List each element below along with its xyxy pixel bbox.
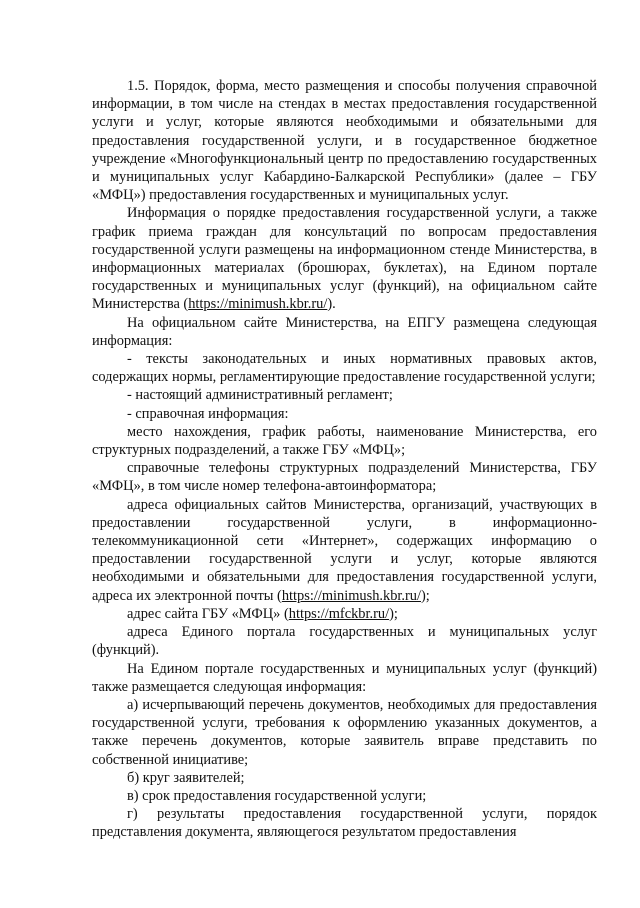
- paragraph-text: - тексты законодательных и иных нормативных правовых актов, содержащих нормы, регламентирующие предоставление государственной услуги;: [92, 351, 597, 386]
- paragraph-portal-addresses: [92, 623, 597, 659]
- paragraph-epgu-info: [92, 314, 597, 350]
- paragraph-text-tail: );: [420, 587, 430, 604]
- paragraph-phones: [92, 459, 597, 495]
- ministry-site-link[interactable]: https://minimush.kbr.ru/: [281, 587, 421, 604]
- paragraph-text: На официальном сайте Министерства, на ЕПГУ размещена следующая информация:: [92, 314, 597, 349]
- list-item-a: [92, 696, 597, 769]
- paragraph-text: На Едином портале государственных и муниципальных услуг (функций) также размещается следующая информация:: [92, 660, 597, 695]
- paragraph-text: г) результаты предоставления государственной услуги, порядок представления документа, являющегося результатом предоставления: [92, 806, 597, 841]
- paragraph-text: адрес сайта ГБУ «МФЦ» (: [127, 605, 289, 622]
- paragraph-text-tail: ).: [327, 296, 336, 313]
- paragraph-websites: [92, 496, 597, 605]
- paragraph-text: б) круг заявителей;: [127, 769, 245, 786]
- mfc-site-link[interactable]: https://mfckbr.ru/: [288, 605, 390, 622]
- document-body: [92, 77, 597, 842]
- paragraph-text: справочные телефоны структурных подразделений Министерства, ГБУ «МФЦ», в том числе номер телефона-автоинформатора;: [92, 460, 597, 495]
- paragraph-text: в) срок предоставления государственной услуги;: [127, 787, 427, 804]
- paragraph-text-tail: );: [389, 605, 398, 622]
- list-item-legal-acts: [92, 350, 597, 386]
- list-item-g: [92, 805, 597, 841]
- paragraph-text: - настоящий административный регламент;: [127, 387, 393, 404]
- paragraph-1-5: [92, 77, 597, 204]
- paragraph-text: адреса Единого портала государственных и муниципальных услуг (функций).: [92, 624, 597, 659]
- ministry-site-link[interactable]: https://minimush.kbr.ru/: [188, 296, 328, 313]
- paragraph-text: а) исчерпывающий перечень документов, необходимых для предоставления государственной услуги, требования к оформлению указанных документов, а также перечень документов, которые заявитель вправе представить по собственной инициативе;: [92, 696, 597, 768]
- paragraph-text: Информация о порядке предоставления государственной услуги, а также график приема граждан для консультаций по вопросам предоставления государственной услуги размещены на информационном стенде Министерства, в информационных материалах (брошюрах, буклетах), на Едином портале государственных и муниципальных услуг (функций), на официальном сайте Министерства (: [92, 205, 597, 313]
- paragraph-text: место нахождения, график работы, наименование Министерства, его структурных подразделений, а также ГБУ «МФЦ»;: [92, 423, 597, 459]
- paragraph-mfc-site: [92, 605, 597, 623]
- paragraph-text: 1.5. Порядок, форма, место размещения и способы получения справочной информации, в том числе на стендах в местах предоставления государственной услуги и услуг, которые являются необходимыми и обязательными для предоставления государственной услуги, и в государственное бюджетное учреждение «Многофункциональный центр по предоставлению государственных и муниципальных услуг Кабардино-Балкарской Республики» (далее – ГБУ «МФЦ») предоставления государственных и муниципальных услуг.: [92, 78, 597, 204]
- list-item-regulation: [92, 386, 597, 404]
- list-item-v: [92, 787, 597, 805]
- list-item-b: [92, 769, 597, 787]
- paragraph-info-order: [92, 204, 597, 313]
- list-item-reference-info: [92, 405, 597, 423]
- paragraph-location: [92, 423, 597, 459]
- paragraph-portal-info: [92, 660, 597, 696]
- paragraph-text: адреса официальных сайтов Министерства, организаций, участвующих в предоставлении государственной услуги, в информационно-телекоммуникационной сети «Интернет», содержащих информацию о предоставлении государственной услуги и услуг, которые являются необходимыми и обязательными для предоставления государственной услуги, адреса их электронной почты (: [92, 496, 597, 604]
- paragraph-text: - справочная информация:: [127, 405, 289, 422]
